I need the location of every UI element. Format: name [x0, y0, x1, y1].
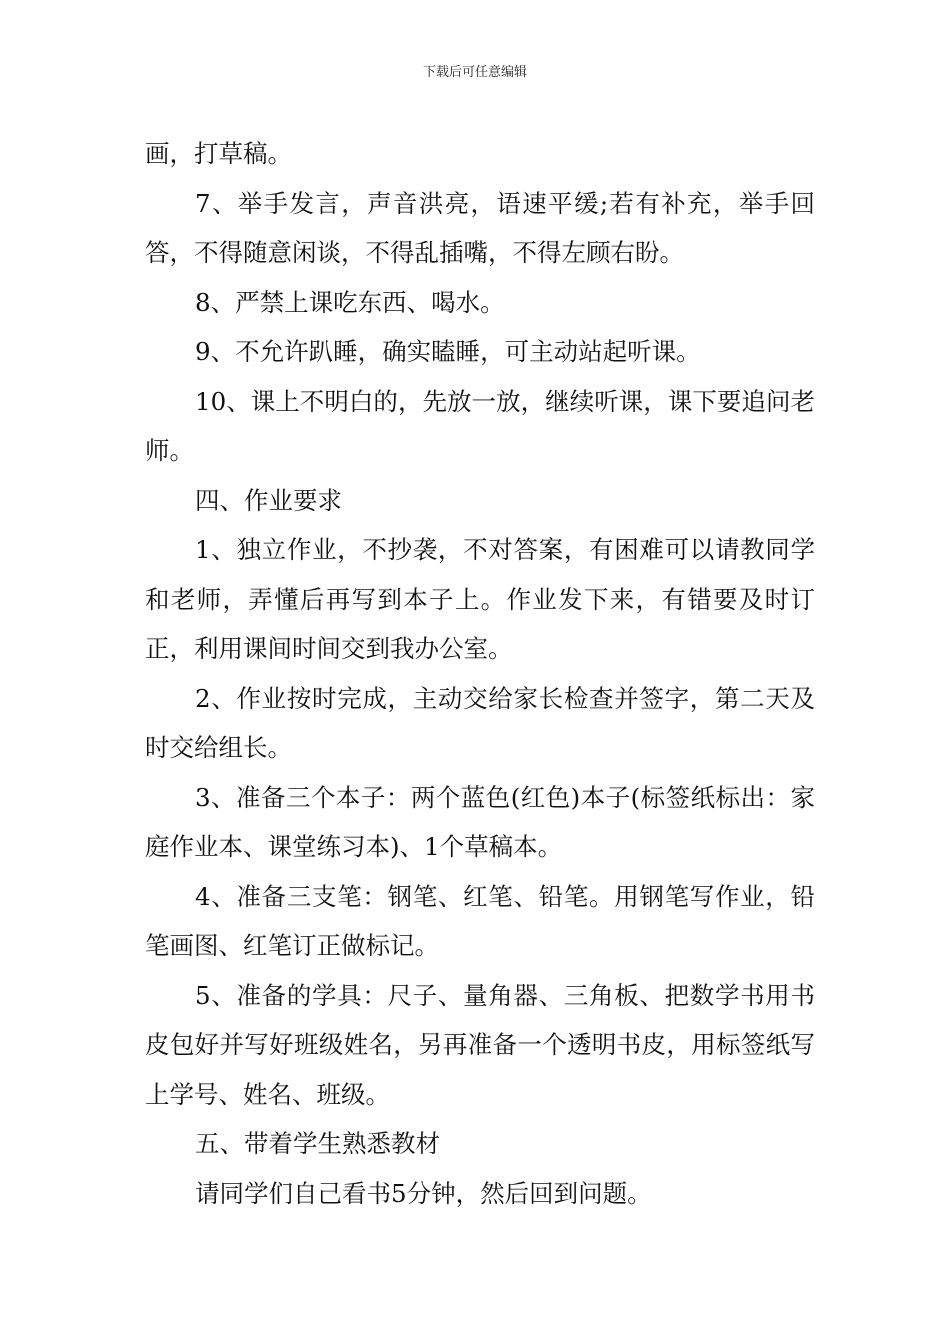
page-header-note: 下载后可任意编辑	[422, 65, 527, 80]
paragraph-rule-7: 7、举手发言，声音洪亮，语速平缓;若有补充，举手回答，不得随意闲谈，不得乱插嘴，不得左顾右盼。	[145, 188, 815, 267]
paragraph-rule-10: 10、课上不明白的，先放一放，继续听课，课下要追问老师。	[145, 386, 815, 465]
paragraph-homework-4: 4、准备三支笔：钢笔、红笔、铅笔。用钢笔写作业，铅笔画图、红笔订正做标记。	[145, 881, 815, 960]
paragraph-continuation: 画，打草稿。	[145, 139, 292, 168]
paragraph-rule-9: 9、不允许趴睡，确实瞌睡，可主动站起听课。	[195, 337, 701, 366]
paragraph-homework-5: 5、准备的学具：尺子、量角器、三角板、把数学书用书皮包好并写好班级姓名，另再准备一个透明书皮，用标签纸写上学号、姓名、班级。	[145, 980, 815, 1109]
paragraph-homework-2: 2、作业按时完成，主动交给家长检查并签字，第二天及时交给组长。	[145, 683, 815, 762]
paragraph-homework-3: 3、准备三个本子：两个蓝色(红色)本子(标签纸标出：家庭作业本、课堂练习本)、1个草稿本。	[145, 782, 815, 861]
section-heading-homework: 四、作业要求	[195, 485, 342, 515]
paragraph-rule-8: 8、严禁上课吃东西、喝水。	[195, 287, 505, 317]
paragraph-textbook-instruction: 请同学们自己看书5分钟，然后回到问题。	[195, 1178, 652, 1208]
paragraph-homework-1: 1、独立作业，不抄袭，不对答案，有困难可以请教同学和老师，弄懂后再写到本子上。作业发下来，有错要及时订正，利用课间时间交到我办公室。	[145, 535, 815, 663]
section-heading-textbook: 五、带着学生熟悉教材	[195, 1129, 440, 1158]
document-body	[145, 129, 815, 1218]
